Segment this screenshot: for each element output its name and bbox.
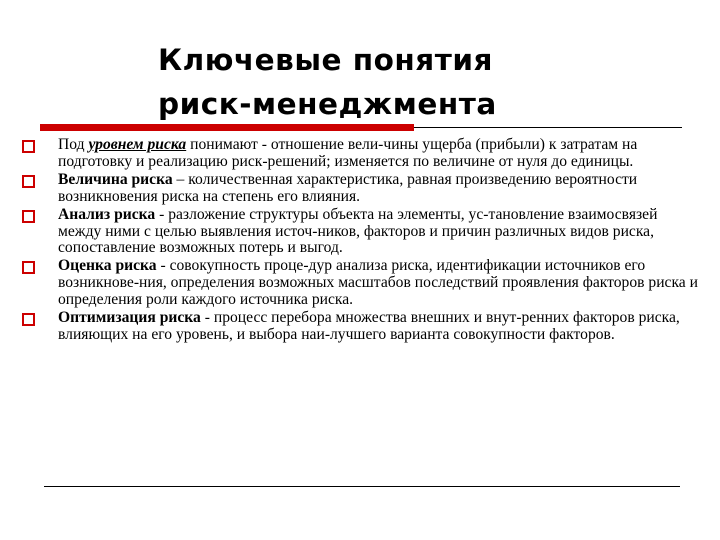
item-text: – количественная характеристика, равная произведению вероятности возникновения риска на степень его влияния. xyxy=(58,170,638,205)
square-bullet-icon xyxy=(22,175,35,188)
square-bullet-icon xyxy=(22,261,35,274)
list-item-risk-magnitude xyxy=(22,172,702,206)
item-term: Оптимизация риска xyxy=(58,309,201,327)
item-text: - разложение структуры объекта на элементы, ус-тановление взаимосвязей между ними с целью выявления источ-ников, факторов и причин различных видов риска, сопоставление возможных потерь и выгод. xyxy=(58,205,658,257)
definitions-list xyxy=(22,137,702,345)
slide-title xyxy=(158,38,578,126)
list-item-risk-assessment xyxy=(22,258,702,309)
item-text: - процесс перебора множества внешних и внут-ренних факторов риска, влияющих на его уровень, и выбора наи-лучшего варианта совокупности факторов. xyxy=(58,309,680,343)
item-term: уровнем риска xyxy=(88,136,187,153)
item-term: Оценка риска xyxy=(58,257,157,275)
title-line-1: Ключевые понятия xyxy=(158,43,493,77)
item-text: понимают - отношение вели-чины ущерба (прибыли) к затратам на подготовку и реализацию риск-решений; изменяется по величине от нуля до единицы. xyxy=(58,136,638,170)
list-item-risk-analysis xyxy=(22,207,702,258)
item-lead: Под xyxy=(58,136,89,153)
square-bullet-icon xyxy=(22,210,35,223)
list-item-risk-level xyxy=(22,137,702,171)
square-bullet-icon xyxy=(22,140,35,153)
footer-divider-line xyxy=(44,486,680,487)
item-term: Величина риска xyxy=(58,170,173,188)
square-bullet-icon xyxy=(22,313,35,326)
item-term: Анализ риска xyxy=(58,205,156,223)
list-item-risk-optimization xyxy=(22,310,702,344)
title-line-2: риск-менеджмента xyxy=(158,87,497,121)
item-text: - совокупность проце-дур анализа риска, идентификации источников его возникнове-ния, определения возможных масштабов последствий проявления факторов риска и определения роли каждого источника риска. xyxy=(58,257,698,309)
title-accent-bar xyxy=(40,124,414,131)
